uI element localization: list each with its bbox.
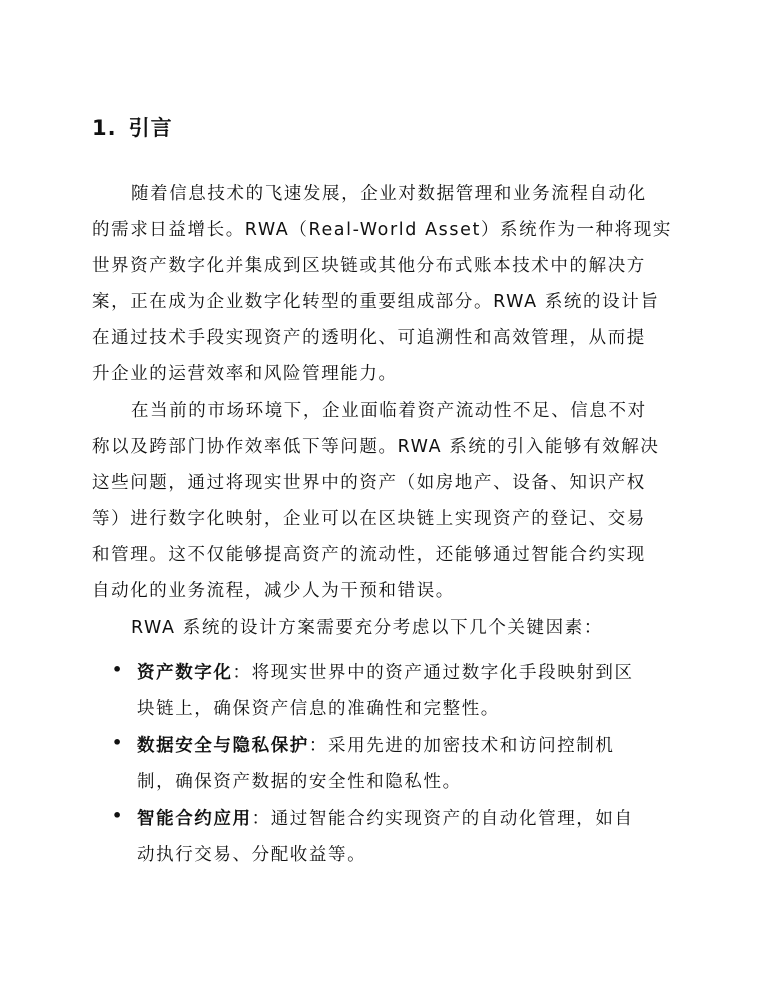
paragraph-line: 随着信息技术的飞速发展，企业对数据管理和业务流程自动化 [131,184,647,204]
paragraph-line: 称以及跨部门协作效率低下等问题。RWA 系统的引入能够有效解决 [92,437,660,457]
bullet-icon: • [112,733,123,752]
list-item-line [137,805,634,830]
list-item-text: ：将现实世界中的资产通过数字化手段映射到区 [232,663,634,683]
paragraph-line: 案，正在成为企业数字化转型的重要组成部分。RWA 系统的设计旨 [92,292,660,312]
list-item-line [137,732,615,757]
section-number: 1. [92,116,117,140]
paragraph-line: 和管理。这不仅能够提高资产的流动性，还能够通过智能合约实现 [92,545,646,565]
list-item-text: ：采用先进的加密技术和访问控制机 [308,736,615,756]
paragraph-line: 自动化的业务流程，减少人为干预和错误。 [92,581,455,601]
list-item-continuation: 动执行交易、分配收益等。 [137,845,367,865]
bullet-icon: • [112,660,123,679]
list-item-text: ：通过智能合约实现资产的自动化管理，如自 [251,809,634,829]
paragraph-line: 这些问题，通过将现实世界中的资产（如房地产、设备、知识产权 [92,473,646,493]
paragraph-line: 在当前的市场环境下，企业面临着资产流动性不足、信息不对 [131,401,647,421]
bullet-icon: • [112,806,123,825]
section-title: 引言 [128,116,173,140]
paragraph-line: 世界资产数字化并集成到区块链或其他分布式账本技术中的解决方 [92,256,646,276]
list-item-term: 数据安全与隐私保护 [137,736,309,756]
paragraph-line: 的需求日益增长。RWA（Real-World Asset）系统作为一种将现实 [92,220,672,240]
list-item-line [137,659,634,684]
list-item-continuation: 制，确保资产数据的安全性和隐私性。 [137,772,462,792]
list-item-term: 智能合约应用 [137,809,252,829]
list-item-term: 资产数字化 [137,663,233,683]
paragraph-line: 等）进行数字化映射，企业可以在区块链上实现资产的登记、交易 [92,509,646,529]
paragraph-line: 在通过技术手段实现资产的透明化、可追溯性和高效管理，从而提 [92,328,646,348]
paragraph-line: 升企业的运营效率和风险管理能力。 [92,364,398,384]
section-heading [92,112,173,142]
list-item-continuation: 块链上，确保资产信息的准确性和完整性。 [137,699,500,719]
paragraph-factors-intro: RWA 系统的设计方案需要充分考虑以下几个关键因素： [131,618,603,638]
